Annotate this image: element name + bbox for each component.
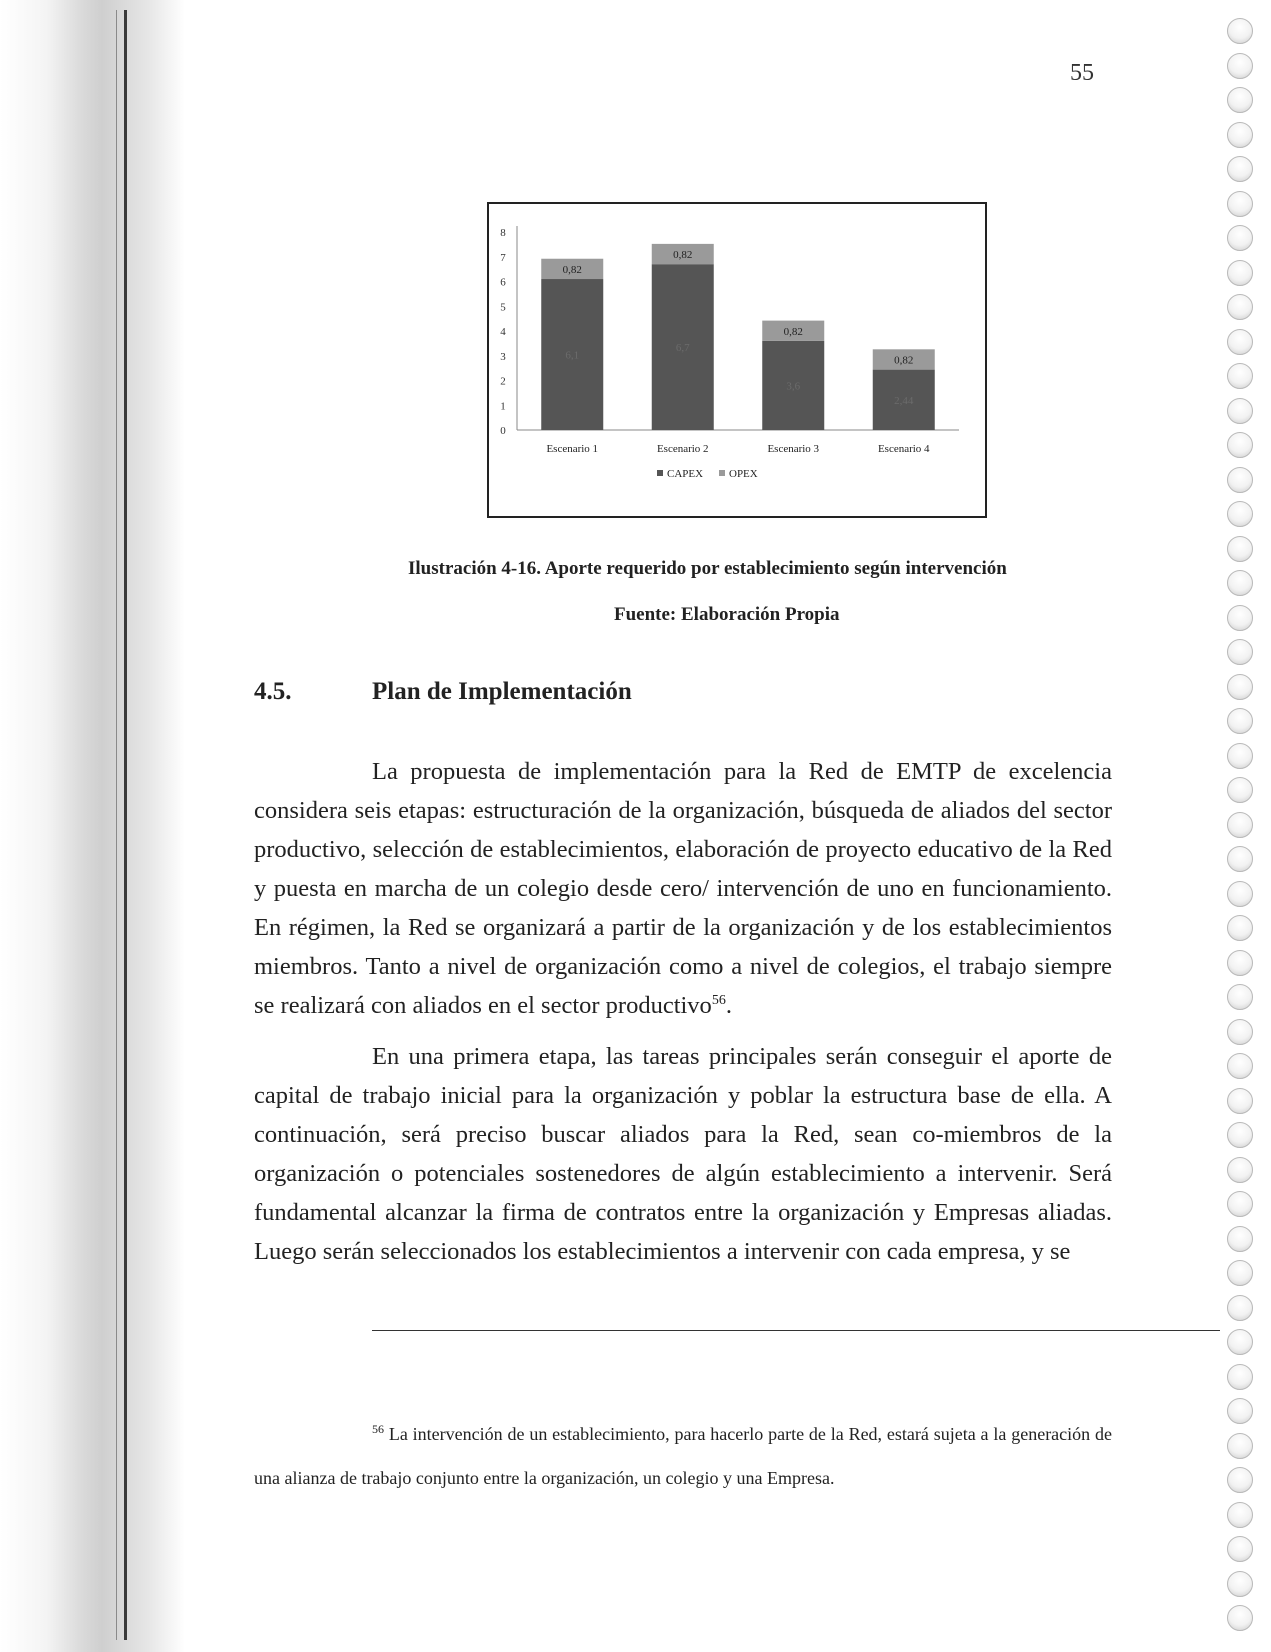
spiral-hole <box>1227 1364 1253 1390</box>
section-title: Plan de Implementación <box>372 678 632 705</box>
spiral-hole <box>1227 1226 1253 1252</box>
spiral-hole <box>1227 225 1253 251</box>
y-tick-label: 1 <box>500 400 506 413</box>
data-label: 6,7 <box>675 342 690 355</box>
bar-chart <box>487 202 987 518</box>
spiral-hole <box>1227 1329 1253 1355</box>
data-label: 2,44 <box>894 394 914 407</box>
footnote <box>254 1412 1112 1500</box>
spiral-hole <box>1227 570 1253 596</box>
figure-caption: Ilustración 4-16. Aporte requerido por establecimiento según intervención <box>408 558 1007 579</box>
spiral-hole <box>1227 1088 1253 1114</box>
paragraph-1-text: La propuesta de implementación para la Red de EMTP de excelencia considera seis etapas: estructuración de la organización, búsqueda de aliados del sector productivo, selección de establecimientos, elaboración de proyecto educativo de la Red y puesta en marcha de un colegio desde cero/ intervención de uno en funcionamiento. En régimen, la Red se organizará a partir de la organización y de los establecimientos miembros. Tanto a nivel de organización como a nivel de colegios, el trabajo siempre se realizará con aliados en el sector productivo <box>254 758 1112 1019</box>
spiral-hole <box>1227 1571 1253 1597</box>
spiral-hole <box>1227 18 1253 44</box>
data-label: 0,82 <box>673 249 693 262</box>
paragraph-2: En una primera etapa, las tareas principales serán conseguir el aporte de capital de trabajo inicial para la organización y poblar la estructura base de ella. A continuación, será preciso buscar aliados para la Red, sean co-miembros de la organización o potenciales sostenedores de algún establecimiento a intervenir. Será fundamental alcanzar la firma de contratos entre la organización y Empresas aliadas. Luego serán seleccionados los establecimientos a intervenir con cada empresa, y se <box>254 1043 1112 1265</box>
x-tick-label: Escenario 2 <box>656 443 709 455</box>
legend-label: OPEX <box>729 468 758 480</box>
spiral-hole <box>1227 1191 1253 1217</box>
spiral-hole <box>1227 1053 1253 1079</box>
page-number: 55 <box>1070 60 1094 86</box>
footnote-text: La intervención de un establecimiento, para hacerlo parte de la Red, estará sujeta a la generación de una alianza de trabajo conjunto entre la organización, un colegio y una Empresa. <box>254 1424 1112 1488</box>
y-tick-label: 4 <box>500 326 506 338</box>
section-heading <box>254 678 632 706</box>
spiral-hole <box>1227 260 1253 286</box>
footnote-reference[interactable]: 56 <box>711 992 726 1008</box>
data-label: 6,1 <box>565 349 580 362</box>
legend-label: CAPEX <box>667 468 704 480</box>
chart-canvas <box>489 204 985 516</box>
x-tick-label: Escenario 3 <box>767 443 820 455</box>
spiral-hole <box>1227 1157 1253 1183</box>
data-label: 3,6 <box>786 380 801 393</box>
data-label: 0,82 <box>562 263 582 276</box>
footnote-number: 56 <box>372 1422 384 1436</box>
spiral-hole <box>1227 1605 1253 1631</box>
binding-strip <box>0 0 185 1652</box>
spiral-hole <box>1227 87 1253 113</box>
spiral-hole <box>1227 1122 1253 1148</box>
y-tick-label: 7 <box>500 251 506 264</box>
spiral-hole <box>1227 501 1253 527</box>
legend-swatch <box>719 470 725 476</box>
spiral-hole <box>1227 743 1253 769</box>
spiral-hole <box>1227 881 1253 907</box>
spiral-hole <box>1227 53 1253 79</box>
data-label: 0,82 <box>894 354 914 367</box>
spiral-hole <box>1227 708 1253 734</box>
binding-spine-line <box>124 10 127 1640</box>
spiral-hole <box>1227 1502 1253 1528</box>
spiral-hole <box>1227 950 1253 976</box>
spiral-hole <box>1227 812 1253 838</box>
y-tick-label: 2 <box>500 375 506 388</box>
spiral-hole <box>1227 536 1253 562</box>
spiral-hole <box>1227 398 1253 424</box>
spiral-holes <box>1223 18 1257 1648</box>
spiral-hole <box>1227 1295 1253 1321</box>
spiral-hole <box>1227 432 1253 458</box>
y-tick-label: 6 <box>500 276 506 289</box>
spiral-hole <box>1227 467 1253 493</box>
spiral-hole <box>1227 639 1253 665</box>
spiral-hole <box>1227 984 1253 1010</box>
spiral-hole <box>1227 1260 1253 1286</box>
spiral-hole <box>1227 1433 1253 1459</box>
spiral-hole <box>1227 1398 1253 1424</box>
spiral-hole <box>1227 1536 1253 1562</box>
spiral-hole <box>1227 1467 1253 1493</box>
section-number: 4.5. <box>254 678 292 705</box>
data-label: 0,82 <box>783 325 803 338</box>
figure-source: Fuente: Elaboración Propia <box>614 604 840 625</box>
footnote-divider <box>372 1330 1220 1331</box>
y-tick-label: 5 <box>500 301 506 314</box>
spiral-hole <box>1227 846 1253 872</box>
y-tick-label: 8 <box>500 227 506 239</box>
spiral-hole <box>1227 915 1253 941</box>
spiral-hole <box>1227 605 1253 631</box>
spiral-hole <box>1227 674 1253 700</box>
x-tick-label: Escenario 4 <box>877 443 930 455</box>
spiral-hole <box>1227 329 1253 355</box>
spiral-hole <box>1227 1019 1253 1045</box>
spiral-hole <box>1227 777 1253 803</box>
spiral-hole <box>1227 363 1253 389</box>
y-tick-label: 0 <box>500 425 506 437</box>
spiral-hole <box>1227 156 1253 182</box>
paragraph-1-end: . <box>725 992 732 1019</box>
legend-swatch <box>657 470 663 476</box>
spiral-hole <box>1227 294 1253 320</box>
spiral-hole <box>1227 191 1253 217</box>
binding-edge-line <box>116 10 117 1640</box>
spiral-hole <box>1227 122 1253 148</box>
paragraph-1 <box>254 752 1112 1025</box>
y-tick-label: 3 <box>500 350 506 363</box>
x-tick-label: Escenario 1 <box>546 443 599 455</box>
